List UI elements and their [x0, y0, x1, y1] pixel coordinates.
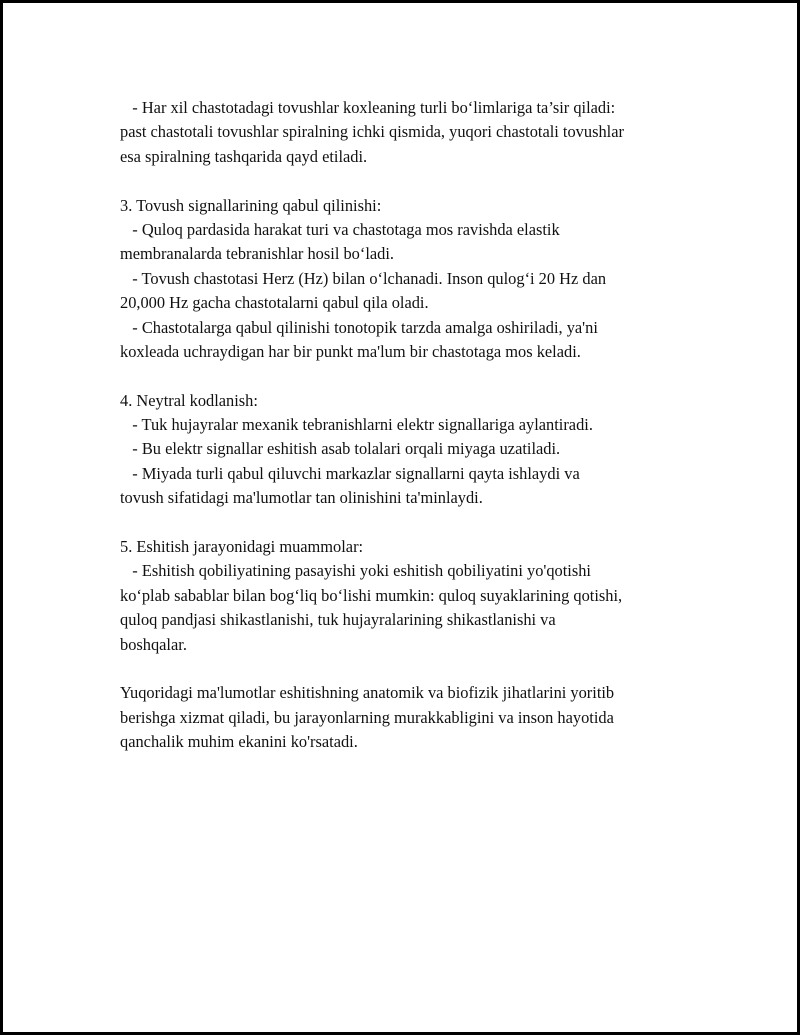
section-4	[120, 389, 700, 511]
text-line: ko‘plab sabablar bilan bog‘liq bo‘lishi mumkin: quloq suyaklarining qotishi,	[120, 585, 623, 605]
section-heading: 4. Neytral kodlanish:	[120, 390, 258, 410]
section-5	[120, 535, 700, 657]
paragraph-intro	[120, 96, 700, 169]
text-line: - Quloq pardasida harakat turi va chastotaga mos ravishda elastik	[120, 219, 560, 239]
text-line: membranalarda tebranishlar hosil bo‘ladi.	[120, 244, 394, 264]
text-line: - Tuk hujayralar mexanik tebranishlarni elektr signallariga aylantiradi.	[120, 415, 593, 435]
text-line: past chastotali tovushlar spiralning ichki qismida, yuqori chastotali tovushlar	[120, 122, 624, 142]
section-3	[120, 194, 700, 365]
text-line: - Har xil chastotadagi tovushlar koxleaning turli bo‘limlariga ta’sir qiladi:	[120, 98, 616, 117]
text-line: tovush sifatidagi ma'lumotlar tan olinishini ta'minlaydi.	[120, 488, 483, 508]
text-line: esa spiralning tashqarida qayd etiladi.	[120, 146, 368, 166]
text-line: boshqalar.	[120, 634, 187, 654]
text-line: berishga xizmat qiladi, bu jarayonlarning murakkabligini va inson hayotida	[120, 707, 614, 727]
document-body	[120, 96, 700, 755]
section-heading: 3. Tovush signallarining qabul qilinishi:	[120, 195, 382, 215]
text-line: - Miyada turli qabul qiluvchi markazlar signallarni qayta ishlaydi va	[120, 463, 580, 483]
text-line: qanchalik muhim ekanini ko'rsatadi.	[120, 732, 358, 752]
paragraph-gap	[120, 657, 700, 681]
text-line: 20,000 Hz gacha chastotalarni qabul qila oladi.	[120, 293, 429, 313]
paragraph-gap	[120, 169, 700, 193]
text-line: Yuqoridagi ma'lumotlar eshitishning anatomik va biofizik jihatlarini yoritib	[120, 683, 615, 703]
text-line: quloq pandjasi shikastlanishi, tuk hujayralarining shikastlanishi va	[120, 610, 556, 630]
text-line: koxleada uchraydigan har bir punkt ma'lum bir chastotaga mos keladi.	[120, 341, 581, 361]
text-line: - Bu elektr signallar eshitish asab tolalari orqali miyaga uzatiladi.	[120, 439, 561, 459]
text-line: - Chastotalarga qabul qilinishi tonotopik tarzda amalga oshiriladi, ya'ni	[120, 317, 598, 337]
conclusion-paragraph	[120, 681, 700, 754]
paragraph-gap	[120, 511, 700, 535]
text-line: - Eshitish qobiliyatining pasayishi yoki eshitish qobiliyatini yo'qotishi	[120, 561, 591, 581]
section-heading: 5. Eshitish jarayonidagi muammolar:	[120, 537, 364, 557]
paragraph-gap	[120, 364, 700, 388]
text-line: - Tovush chastotasi Herz (Hz) bilan o‘lchanadi. Inson qulog‘i 20 Hz dan	[120, 268, 607, 288]
